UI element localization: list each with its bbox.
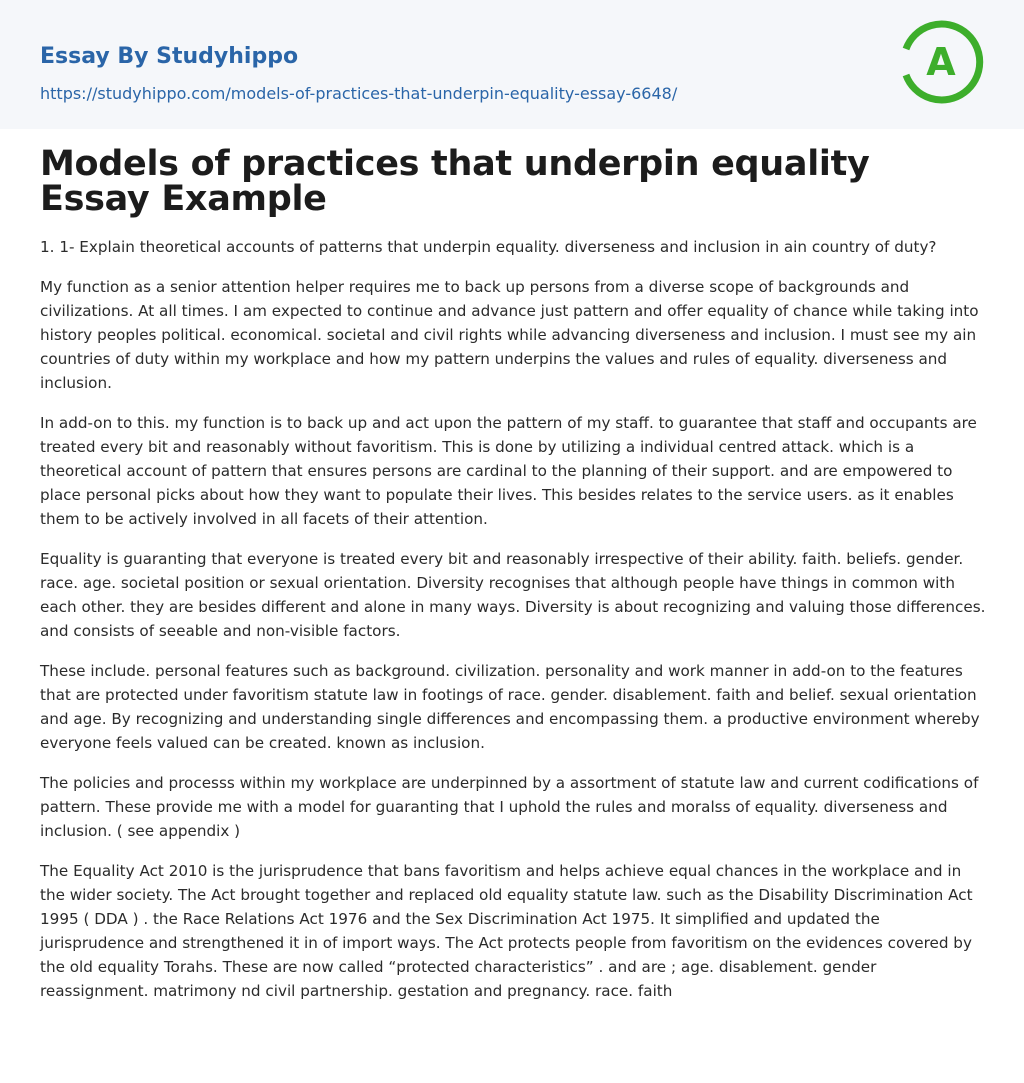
essay-paragraph: The Equality Act 2010 is the jurisprudence that bans favoritism and helps achieve equal chances in the workplace and in the wider society. The Act brought together and replaced old equality statute law. such as the Disability Discrimination Act 1995 ( DDA ) . the Race Relations Act 1976 and the Sex Discrimination Act 1975. It simplified and updated the jurisprudence and strengthened it in of import ways. The Act protects people from favoritism on the evidences covered by the old equality Torahs. These are now called “protected characteristics” . and are ; age. disablement. gender reassignment. matrimony nd civil partnership. gestation and pregnancy. race. faith (40, 862, 973, 1000)
studyhippo-logo[interactable] (898, 19, 984, 105)
essay-title: Models of practices that underpin equality Essay Example (40, 144, 870, 219)
essay-paragraph: 1. 1- Explain theoretical accounts of patterns that underpin equality. diverseness and inclusion in ain country of duty? (40, 238, 937, 256)
page-url-link[interactable]: https://studyhippo.com/models-of-practices-that-underpin-equality-essay-6648/ (40, 84, 678, 103)
essay-content (0, 129, 1024, 1003)
site-title[interactable]: Essay By Studyhippo (40, 44, 299, 69)
essay-paragraph: The policies and processs within my workplace are underpinned by a assortment of statute law and current codifications of pattern. These provide me with a model for guaranting that I uphold the rules and moralss of equality. diverseness and inclusion. ( see appendix ) (40, 774, 979, 840)
essay-paragraph: Equality is guaranting that everyone is treated every bit and reasonably irrespective of their ability. faith. beliefs. gender. race. age. societal position or sexual orientation. Diversity recognises that although people have things in common with each other. they are besides different and alone in many ways. Diversity is about recognizing and valuing those differences. and consists of seeable and non-visible factors. (40, 550, 986, 640)
essay-paragraph: These include. personal features such as background. civilization. personality and work manner in add-on to the features that are protected under favoritism statute law in footings of race. gender. disablement. faith and belief. sexual orientation and age. By recognizing and understanding single differences and encompassing them. a productive environment whereby everyone feels valued can be created. known as inclusion. (40, 662, 980, 752)
site-header (0, 0, 1024, 129)
essay-paragraph: In add-on to this. my function is to back up and act upon the pattern of my staff. to guarantee that staff and occupants are treated every bit and reasonably without favoritism. This is done by utilizing a individual centred attack. which is a theoretical account of pattern that ensures persons are cardinal to the planning of their support. and are empowered to place personal picks about how they want to populate their lives. This besides relates to the service users. as it enables them to be actively involved in all facets of their attention. (40, 414, 977, 528)
logo-letter: A (926, 40, 956, 84)
essay-paragraph: My function as a senior attention helper requires me to back up persons from a diverse scope of backgrounds and civilizations. At all times. I am expected to continue and advance just pattern and offer equality of chance while taking into history peoples political. economical. societal and civil rights while advancing diverseness and inclusion. I must see my ain countries of duty within my workplace and how my pattern underpins the values and rules of equality. diverseness and inclusion. (40, 278, 979, 392)
